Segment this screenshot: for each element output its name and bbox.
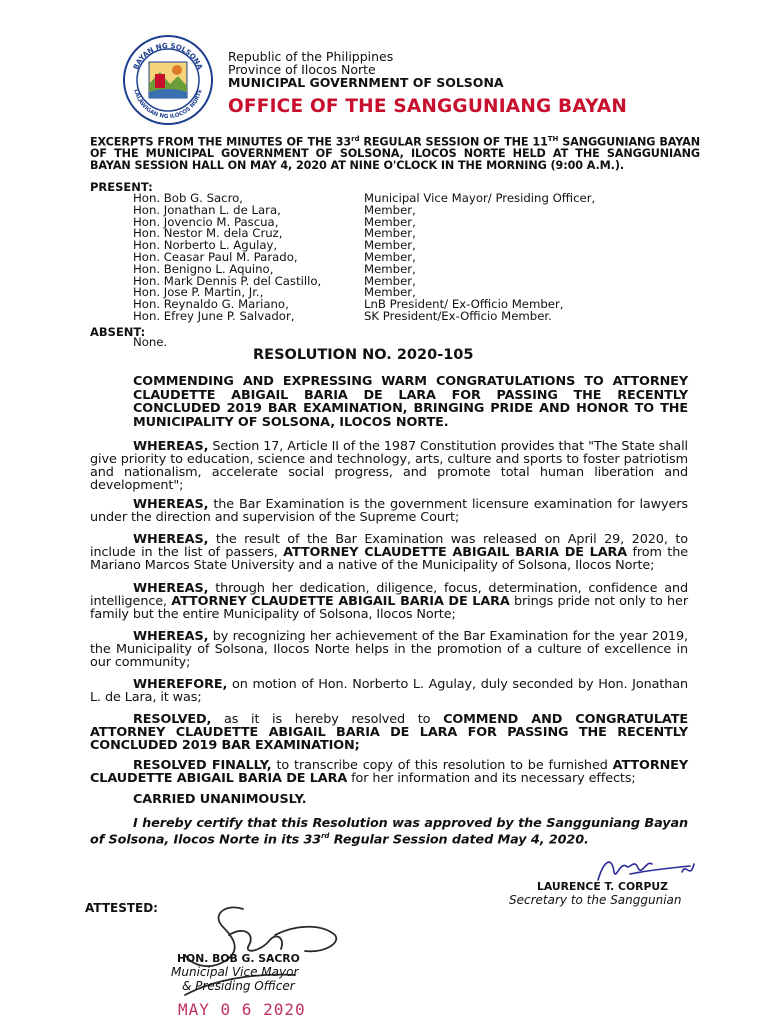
paragraph-lead: WHEREAS, — [133, 629, 209, 644]
paragraph-text: Section 17, Article II of the 1987 Constitution provides that "The State shall give priority to education, science and technology, arts, culture and sports to foster patriotism and nationalism, accelerate social progress, and promote total human liberation and development"; — [90, 439, 688, 493]
certification-sup: rd — [321, 832, 330, 840]
member-position: Municipal Vice Mayor/ Presiding Officer, — [364, 191, 596, 205]
certification — [90, 817, 688, 846]
paragraph-text: the Bar Examination is the government licensure examination for lawyers under the direction and supervision of the Supreme Court; — [90, 497, 688, 525]
paragraph-text: through her dedication, diligence, focus, determination, confidence and intelligence, — [90, 581, 688, 609]
seal-bottom-text: LALAWIGAN NG ILOCOS NORTE — [132, 88, 204, 121]
presiding-officer-title-2: & Presiding Officer — [182, 979, 295, 993]
attested-label: ATTESTED: — [85, 901, 158, 915]
member-name: Hon. Jose P. Martin, Jr., — [133, 285, 264, 300]
excerpt-text-3: SANGGUNIANG BAYAN OF THE MUNICIPAL GOVERNMENT OF SOLSONA, ILOCOS NORTE HELD AT THE SANGGUNIANG BAYAN SESSION HALL ON MAY 4, 2020 AT NINE O'CLOCK IN THE MORNING (9:00 A.M.). — [90, 135, 700, 172]
member-name: Hon. Benigno L. Aquino, — [133, 261, 274, 276]
carried-unanimously — [90, 793, 688, 806]
excerpt-text-1: EXCERPTS FROM THE MINUTES OF THE 33 — [90, 135, 352, 149]
member-name: Hon. Bob G. Sacro, — [133, 191, 243, 205]
presiding-officer-title: Municipal Vice Mayor — [171, 965, 299, 979]
paragraph-text: the result of the Bar Examination was released on April 29, 2020, to include in the list of passers, — [90, 532, 688, 560]
wherefore-motion — [90, 678, 688, 704]
member-name: Hon. Reynaldo G. Mariano, — [133, 297, 289, 312]
attorney-name: ATTORNEY CLAUDETTE ABIGAIL BARIA DE LARA — [283, 545, 628, 560]
member-position: Member, — [364, 273, 416, 288]
certification-text: Regular Session dated May 4, 2020. — [329, 832, 589, 848]
paragraph-lead: RESOLVED, — [133, 712, 212, 727]
attorney-name: ATTORNEY CLAUDETTE ABIGAIL BARIA DE LARA — [171, 594, 510, 609]
present-label: PRESENT: — [90, 180, 153, 194]
absent-value: None. — [133, 335, 168, 349]
office-title: OFFICE OF THE SANGGUNIANG BAYAN — [228, 96, 628, 117]
whereas-bar-exam — [90, 498, 688, 524]
member-position: Member, — [364, 285, 416, 300]
paragraph-lead: WHEREAS, — [133, 581, 209, 596]
whereas-result — [90, 533, 688, 572]
whereas-dedication — [90, 582, 688, 621]
paragraph-text: as it is hereby resolved to — [211, 712, 444, 727]
whereas-constitution — [90, 440, 688, 492]
resolved-commend — [90, 713, 688, 752]
resolution-number: RESOLUTION NO. 2020-105 — [253, 347, 474, 363]
header-municipal-government: MUNICIPAL GOVERNMENT OF SOLSONA — [228, 75, 504, 90]
secretary-name: LAURENCE T. CORPUZ — [537, 880, 668, 893]
minutes-excerpt — [90, 134, 700, 171]
member-name: Hon. Norberto L. Agulay, — [133, 238, 278, 253]
seal-top-text: BAYAN NG SOLSONA — [131, 41, 205, 71]
member-position: Member, — [364, 249, 416, 264]
excerpt-sup-1: rd — [351, 135, 360, 143]
paragraph-text: for her information and its necessary effects; — [347, 771, 636, 786]
header-province: Province of Ilocos Norte — [228, 62, 376, 77]
member-name: Hon. Efrey June P. Salvador, — [133, 308, 295, 323]
member-position: LnB President/ Ex-Officio Member, — [364, 297, 564, 312]
member-position: Member, — [364, 202, 416, 217]
member-position: SK President/Ex-Officio Member. — [364, 308, 552, 323]
certification-text: I hereby certify that this Resolution was approved by the Sangguniang Bayan of Solsona, Ilocos Norte in its 33 — [90, 816, 688, 848]
municipal-seal — [122, 34, 214, 126]
commendation-text: COMMEND AND CONGRATULATE ATTORNEY CLAUDETTE ABIGAIL BARIA DE LARA FOR PASSING THE RECENTLY CONCLUDED 2019 BAR EXAMINATION; — [90, 712, 688, 753]
paragraph-lead: CARRIED UNANIMOUSLY. — [133, 792, 307, 807]
header-republic: Republic of the Philippines — [228, 49, 394, 64]
whereas-recognition — [90, 630, 688, 669]
paragraph-lead: WHEREFORE, — [133, 677, 228, 692]
member-name: Hon. Mark Dennis P. del Castillo, — [133, 273, 322, 288]
resolved-finally — [90, 759, 688, 785]
paragraph-text: to transcribe copy of this resolution to be furnished — [271, 758, 613, 773]
member-name: Hon. Jonathan L. de Lara, — [133, 202, 281, 217]
member-position: Member, — [364, 261, 416, 276]
member-name: Hon. Nestor M. dela Cruz, — [133, 226, 283, 241]
presiding-officer-name: HON. BOB G. SACRO — [177, 952, 300, 965]
paragraph-text: from the Mariano Marcos State University and a native of the Municipality of Solsona, Ilocos Norte; — [90, 545, 688, 573]
excerpt-sup-2: TH — [547, 135, 559, 143]
paragraph-lead: WHEREAS, — [133, 532, 209, 547]
excerpt-text-2: REGULAR SESSION OF THE 11 — [359, 135, 548, 149]
paragraph-lead: WHEREAS, — [133, 497, 209, 512]
member-position: Member, — [364, 226, 416, 241]
member-position: Member, — [364, 214, 416, 229]
member-name: Hon. Jovencio M. Pascua, — [133, 214, 279, 229]
paragraph-text: brings pride not only to her family but the entire Municipality of Solsona, Ilocos Norte; — [90, 594, 688, 622]
secretary-title: Secretary to the Sanggunian — [509, 893, 682, 907]
member-position: Member, — [364, 238, 416, 253]
paragraph-lead: RESOLVED FINALLY, — [133, 758, 272, 773]
paragraph-lead: WHEREAS, — [133, 439, 209, 454]
paragraph-text: by recognizing her achievement of the Bar Examination for the year 2019, the Municipality of Solsona, Ilocos Norte helps in the promotion of a culture of excellence in our community; — [90, 629, 688, 670]
absent-label: ABSENT: — [90, 325, 146, 339]
attorney-name: ATTORNEY CLAUDETTE ABIGAIL BARIA DE LARA — [90, 758, 688, 786]
resolution-title: COMMENDING AND EXPRESSING WARM CONGRATULATIONS TO ATTORNEY CLAUDETTE ABIGAIL BARIA DE LARA FOR PASSING THE RECENTLY CONCLUDED 2019 BAR EXAMINATION, BRINGING PRIDE AND HONOR TO THE MUNICIPALITY OF SOLSONA, ILOCOS NORTE. — [133, 374, 688, 430]
member-name: Hon. Ceasar Paul M. Parado, — [133, 249, 298, 264]
paragraph-text: on motion of Hon. Norberto L. Agulay, duly seconded by Hon. Jonathan L. de Lara, it was; — [90, 677, 688, 705]
received-date-stamp: MAY 0 6 2020 — [178, 1000, 306, 1019]
